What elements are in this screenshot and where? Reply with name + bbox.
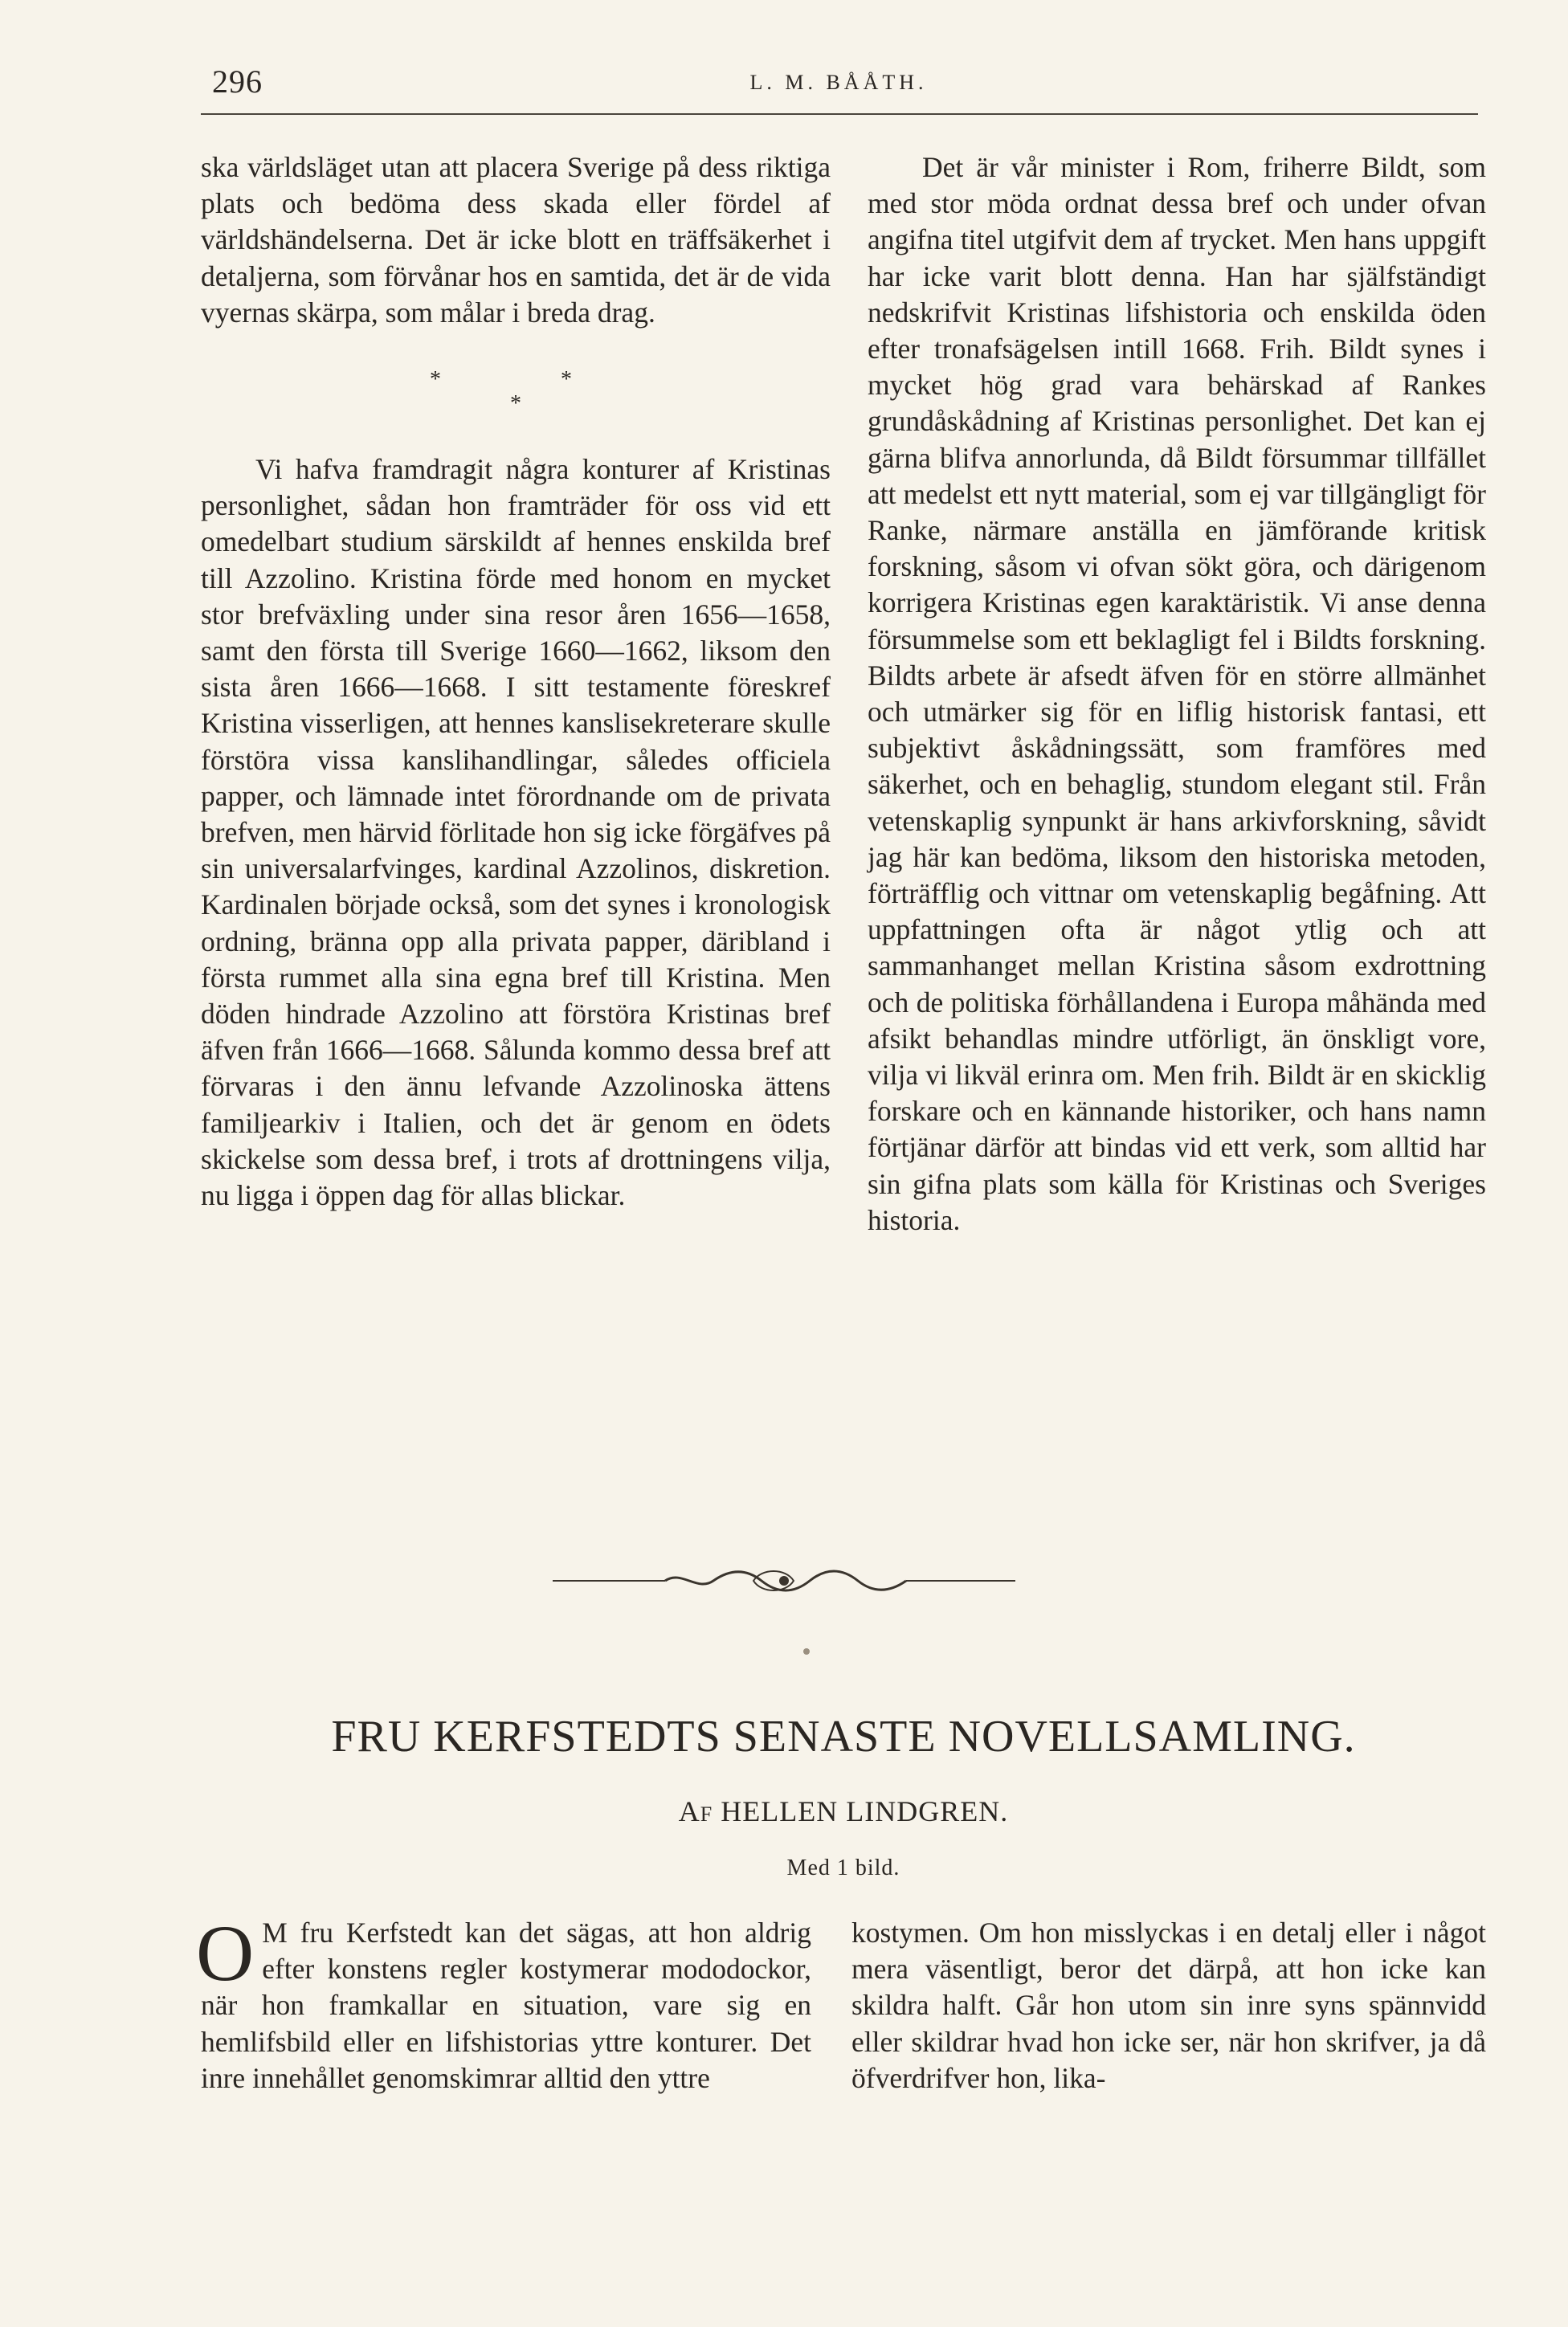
article-right-column <box>851 1915 1486 2096</box>
article-title: FRU KERFSTEDTS SENASTE NOVELLSAMLING. <box>331 1712 1356 1762</box>
drop-cap: O <box>196 1909 255 1998</box>
decorative-flourish <box>553 1563 1015 1598</box>
right-column <box>868 149 1486 1239</box>
right-paragraph-1: Det är vår minister i Rom, friherre Bildt, som med stor möda ordnat dessa bref och under ofvan angifna titel utgifvit dem af trycket. Men hans uppgift har icke varit blott denna. Han har själfständigt nedskrifvit Kristinas lifshistoria och enskilda öden efter tronafsägelsen intill 1668. Frih. Bildt synes i mycket hög grad vara behärskad af Rankes grundåskådning af Kristinas personlighet. Det kan ej gärna blifva annorlunda, då Bildt försummar tillfället att medelst ett nytt material, som ej var tillgängligt för Ranke, närmare anställa en jämförande kritisk forskning, såsom vi ofvan sökt göra, och därigenom korrigera Kristinas egen karaktäristik. Vi anse denna försummelse som ett beklagligt fel i Bildts forskning. Bildts arbete är afsedt äfven för en större allmänhet och utmärker sig för en liflig historisk fantasi, ett subjektivt åskådningssätt, som framföres med säkerhet, och en behaglig, stundom elegant stil. Från vetenskaplig synpunkt är hans arkivforskning, såvidt jag här kan bedöma, liksom den historiska metoden, förträfflig och vittnar om vetenskaplig begåfning. Att uppfattningen ofta är något ytlig och att sammanhanget mellan Kristina såsom exdrottning och de politiska förhållandena i Europa måhända med afsikt behandlas mindre utförligt, än önskligt vore, vilja vi likväl erinra om. Men frih. Bildt är en skicklig forskare och en kännande historiker, och hans namn förtjänar därför att bindas vid ett verk, som alltid har sin gifna plats som källa för Kristinas och Sveriges historia. <box>868 151 1486 1236</box>
page-number: 296 <box>212 63 263 100</box>
left-paragraph-1: ska världsläget utan att placera Sverige på dess riktiga plats och bedöma dess skada eller fördel af världshändelserna. Det är icke blott en träffsäkerhet i detaljerna, som förvånar hos en samtida, det är de vida vyernas skärpa, som målar i breda drag. <box>201 151 831 329</box>
running-title: L. M. BÅÅTH. <box>749 71 928 94</box>
illustration-note: Med 1 bild. <box>786 1855 900 1880</box>
asterism-divider <box>201 331 831 451</box>
article-left-column <box>196 1909 811 2096</box>
left-paragraph-2: Vi hafva framdragit några konturer af Kristinas personlighet, sådan hon framträder för oss vid ett omedelbart studium särskildt af hennes enskilda bref till Azzolino. Kristina förde med honom en mycket stor brefväxling under sina resor åren 1656—1658, samt den första till Sverige 1660—1662, liksom den sista åren 1666—1668. I sitt testamente föreskref Kristina visserligen, att hennes kanslisekreterare skulle förstöra vissa kanslihandlingar, således officiela papper, och lämnade intet förordnande om de privata brefven, men härvid förlitade hon sig icke förgäfves på sin universalarfvinges, kardinal Azzolinos, diskretion. Kardinalen började också, som det synes i kronologisk ordning, bränna opp alla privata papper, däribland i första rummet alla sina egna bref till Kristina. Men döden hindrade Azzolino att förstöra Kristinas bref äfven från 1666—1668. Sålunda kommo dessa bref att förvaras i den ännu lefvande Azzolinoska ättens familjearkiv i Italien, och det är genom en ödets skickelse som dessa bref, i trots af drottningens vilja, nu ligga i öppen dag för allas blickar. <box>201 453 831 1212</box>
asterisk-3: * <box>510 391 521 417</box>
article-byline: AF HELLEN LINDGREN. <box>678 1795 1009 1827</box>
ornament-dot <box>803 1648 810 1655</box>
asterisk-2: * <box>561 367 572 393</box>
running-head <box>199 63 1478 111</box>
asterisk-1: * <box>430 367 441 393</box>
article-text-2: kostymen. Om hon misslyckas i en detalj eller i något mera väsentligt, beror det därpå, att hon icke kan skildra halft. Går hon utom sin inre syns spännvidd eller skildrar hvad hon icke ser, när hon skrifver, ja då öfverdrifver hon, lika- <box>851 1917 1486 2094</box>
header-rule <box>201 113 1478 115</box>
author-name: HELLEN LINDGREN. <box>721 1795 1009 1827</box>
left-column <box>201 149 831 1214</box>
article-text-1: M fru Kerfstedt kan det sägas, att hon aldrig efter konstens regler kostymerar mododockor, när hon framkallar en situation, vare sig en hemlifsbild eller en lifshistorias yttre konturer. Det inre innehållet genomskimrar alltid den yttre <box>201 1917 811 2094</box>
